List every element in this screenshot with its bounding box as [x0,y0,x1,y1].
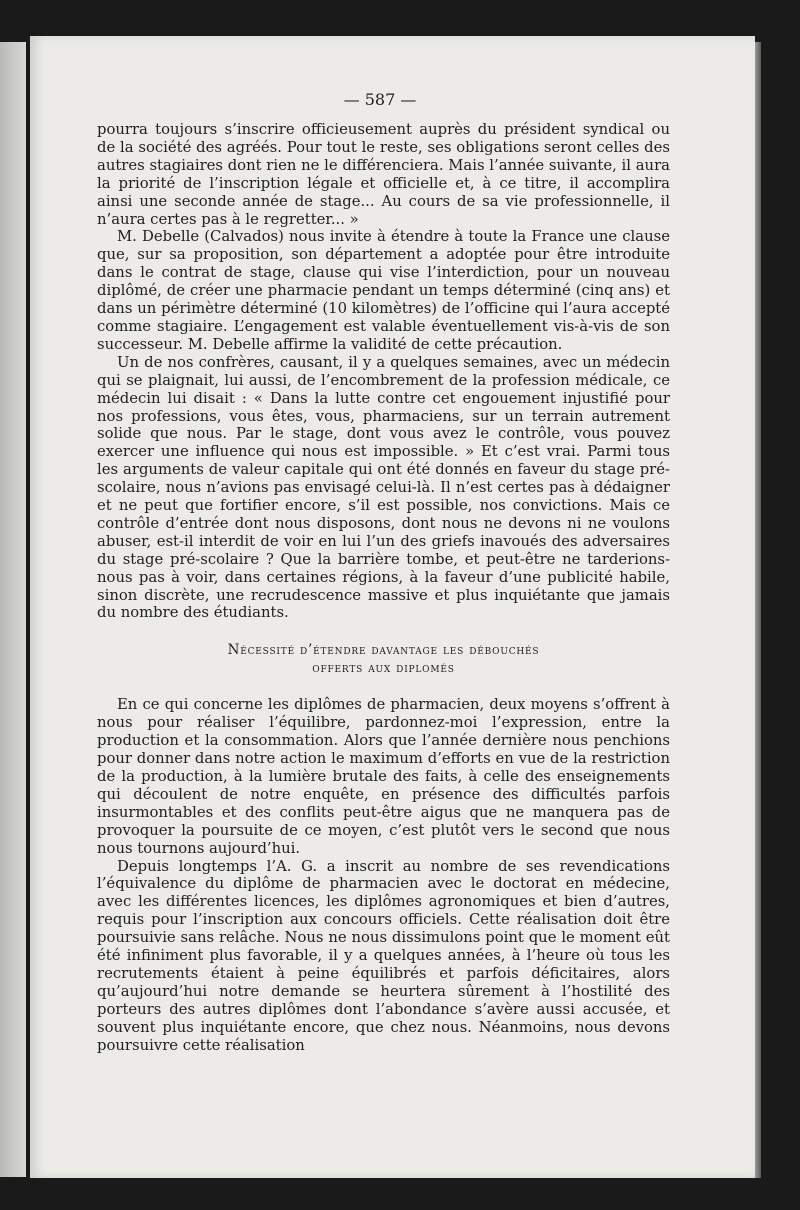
section-heading-line-1: Nécessité d’étendre davantage les débouchés [227,642,540,659]
section-heading-line-2: offerts aux diplomés [312,659,455,676]
paragraph-revendications: Depuis longtemps l’A. G. a inscrit au nombre de ses revendications l’équivalence du diplôme de pharmacien avec le doctorat en médecine, avec les différentes licences, les diplômes agronomiques et bien d’autres, requis pour l’inscription aux concours officiels. Cette réalisation doit être poursuivie sans relâche. Nous ne nous dissimulons point que le moment eût été infiniment plus favorable, il y a quelques années, à l’heure où tous les recrutements étaient à peine équilibrés et parfois déficitaires, alors qu’aujourd’hui notre demande se heurtera sûrement à l’hostilité des porteurs des autres diplômes dont l’abondance s’avère aussi accusée, et souvent plus inquiétante encore, que chez nous. Néanmoins, nous devons poursuivre cette réalisation [97,857,670,1054]
section-heading [97,642,670,677]
right-page-edge [755,42,761,1178]
body-text [97,121,670,1055]
book-page [30,36,755,1178]
paragraph-continued: pourra toujours s’inscrire officieusement auprès du président syndical ou de la société des agréés. Pour tout le reste, ses obligations seront celles des autres stagiaires dont rien ne le différenciera. Mais l’année suivante, il aura la priorité de l’inscription légale et officielle et, à ce titre, il accomplira ainsi une seconde année de stage... Au cours de sa vie professionnelle, il n’aura certes pas à le regretter... » [97,121,670,228]
page-number: — 587 — [343,90,417,109]
paragraph-diplomes: En ce qui concerne les diplômes de pharmacien, deux moyens s’offrent à nous pour réaliser l’équilibre, pardonnez-moi l’expression, entre la production et la consommation. Alors que l’année dernière nous penchions pour donner dans notre action le maximum d’efforts en vue de la restriction de la production, à la lumière brutale des faits, à celle des enseignements qui découlent de notre enquête, en présence des difficultés parfois insurmontables et des conflits peut-être aigus que ne manquera pas de provoquer la poursuite de ce moyen, c’est plutôt vers le second que nous nous tournons aujourd’hui. [97,696,670,857]
left-page-edge [0,42,26,1177]
paragraph-confreres: Un de nos confrères, causant, il y a quelques semaines, avec un médecin qui se plaignait, lui aussi, de l’encombrement de la profession médicale, ce médecin lui disait : « Dans la lutte contre cet engouement injustifié pour nos professions, vous êtes, vous, pharmaciens, sur un terrain autrement solide que nous. Par le stage, dont vous avez le contrôle, vous pouvez exercer une influence qui nous est impossible. » Et c’est vrai. Parmi tous les arguments de valeur capitale qui ont été donnés en faveur du stage pré-scolaire, nous n’avions pas envisagé celui-là. Il n’est certes pas à dédaigner et ne peut que fortifier encore, s’il est possible, nos convictions. Mais ce contrôle d’entrée dont nous disposons, dont nous ne devons ni ne voulons abuser, est-il interdit de voir en lui l’un des griefs inavoués des adversaires du stage pré-scolaire ? Que la barrière tombe, et peut-être ne tarderions-nous pas à voir, dans certaines régions, à la faveur d’une publicité habile, sinon discrète, une recrudescence massive et plus inquiétante que jamais du nombre des étudiants. [97,353,670,622]
paragraph-debelle: M. Debelle (Calvados) nous invite à étendre à toute la France une clause que, sur sa proposition, son département a adoptée pour être introduite dans le contrat de stage, clause qui vise l’interdiction, pour un nouveau diplômé, de créer une pharmacie pendant un temps déterminé (cinq ans) et dans un périmètre déterminé (10 kilomètres) de l’officine qui l’aura accepté comme stagiaire. L’engagement est valable éventuellement vis-à-vis de son successeur. M. Debelle affirme la validité de cette précaution. [97,228,670,353]
